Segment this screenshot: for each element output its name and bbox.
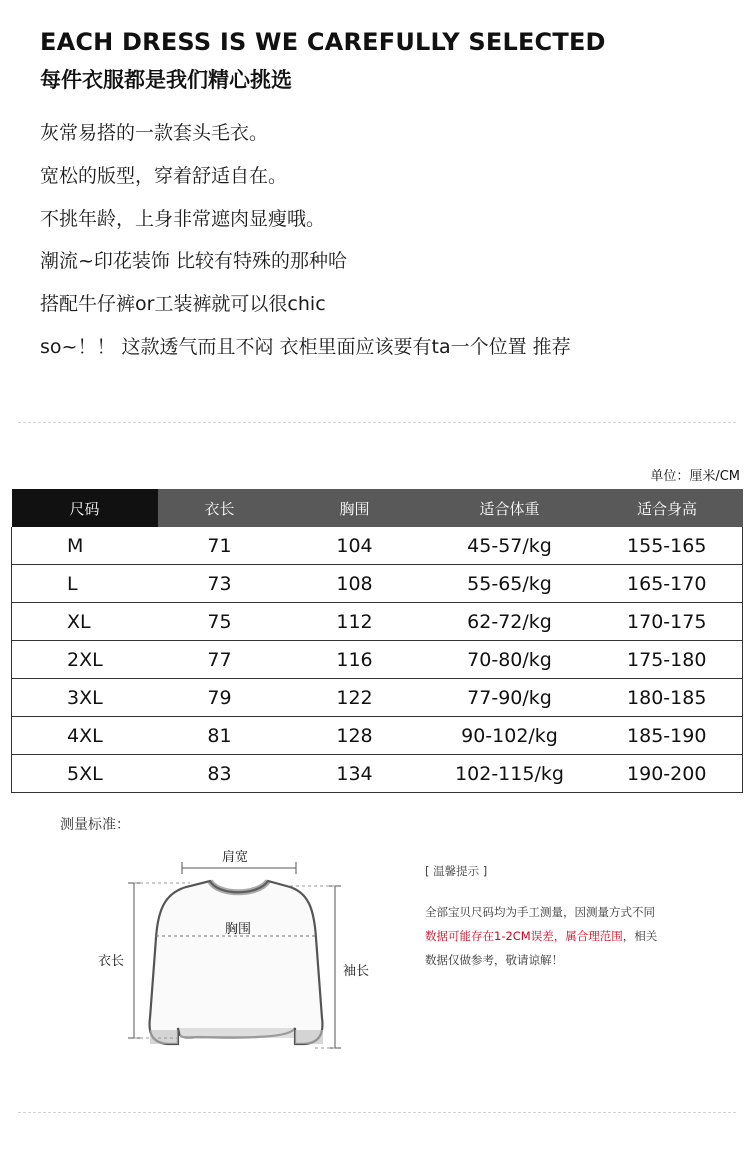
table-row [12, 717, 743, 755]
description-line: 潮流~印花装饰 比较有特殊的那种哈 [40, 250, 347, 272]
size-table-header [12, 489, 743, 527]
section-divider [18, 1112, 736, 1113]
table-row [12, 641, 743, 679]
cell-weight: 70-80/kg [428, 641, 592, 679]
cell-size: XL [12, 603, 158, 641]
table-row [12, 527, 743, 565]
cell-height: 190-200 [592, 755, 743, 793]
cell-size: 3XL [12, 679, 158, 717]
cell-length: 75 [158, 603, 282, 641]
tips-highlight: 数据可能存在1-2CM误差，属合理范围 [425, 929, 623, 943]
cell-length: 83 [158, 755, 282, 793]
sleeve-label: 袖长 [343, 964, 370, 979]
sweater-outline [150, 881, 323, 1044]
header-weight: 适合体重 [428, 489, 592, 527]
title-english: EACH DRESS IS WE CAREFULLY SELECTED [40, 28, 606, 56]
header-length: 衣长 [158, 489, 282, 527]
cell-height: 165-170 [592, 565, 743, 603]
sweater-hem [180, 1028, 294, 1038]
section-divider [18, 422, 736, 423]
tips-line-rest: ，相关 [622, 929, 658, 943]
cell-height: 170-175 [592, 603, 743, 641]
description-line: 不挑年龄，上身非常遮肉显瘦哦。 [40, 208, 326, 230]
cell-length: 77 [158, 641, 282, 679]
header-chest: 胸围 [282, 489, 428, 527]
cell-chest: 116 [282, 641, 428, 679]
cell-height: 155-165 [592, 527, 743, 565]
title-chinese: 每件衣服都是我们精心挑选 [40, 68, 292, 92]
cell-size: L [12, 565, 158, 603]
cell-chest: 128 [282, 717, 428, 755]
cell-size: M [12, 527, 158, 565]
header-height: 适合身高 [592, 489, 743, 527]
cell-chest: 122 [282, 679, 428, 717]
size-table [11, 489, 743, 793]
table-row [12, 565, 743, 603]
cell-length: 81 [158, 717, 282, 755]
description-line: so~！！ 这款透气而且不闷 衣柜里面应该要有ta一个位置 推荐 [40, 336, 571, 358]
cell-weight: 90-102/kg [428, 717, 592, 755]
cell-weight: 77-90/kg [428, 679, 592, 717]
unit-label: 单位：厘米/CM [650, 469, 740, 484]
cell-size: 4XL [12, 717, 158, 755]
tips-line: 数据仅做参考，敬请谅解！ [425, 953, 563, 967]
header-size: 尺码 [12, 489, 158, 527]
cell-size: 2XL [12, 641, 158, 679]
cell-size: 5XL [12, 755, 158, 793]
tips-title: [ 温馨提示 ] [425, 864, 488, 878]
table-row [12, 679, 743, 717]
table-row [12, 603, 743, 641]
cell-weight: 102-115/kg [428, 755, 592, 793]
sweater-left-cuff [150, 1030, 178, 1044]
sweater-diagram [90, 838, 390, 1063]
chest-label: 胸围 [225, 922, 252, 937]
description-line: 搭配牛仔裤or工装裤就可以很chic [40, 293, 326, 315]
cell-length: 71 [158, 527, 282, 565]
cell-chest: 112 [282, 603, 428, 641]
tips-line [425, 928, 657, 944]
cell-chest: 134 [282, 755, 428, 793]
cell-chest: 104 [282, 527, 428, 565]
cell-height: 175-180 [592, 641, 743, 679]
table-row [12, 755, 743, 793]
cell-length: 73 [158, 565, 282, 603]
cell-height: 180-185 [592, 679, 743, 717]
description-line: 灰常易搭的一款套头毛衣。 [40, 122, 269, 144]
length-label: 衣长 [98, 954, 125, 969]
sweater-right-cuff [295, 1030, 323, 1044]
cell-weight: 55-65/kg [428, 565, 592, 603]
shoulder-label: 肩宽 [222, 850, 249, 865]
measurement-title: 测量标准： [60, 817, 130, 833]
cell-height: 185-190 [592, 717, 743, 755]
cell-chest: 108 [282, 565, 428, 603]
tips-line: 全部宝贝尺码均为手工测量，因测量方式不同 [425, 905, 655, 919]
cell-length: 79 [158, 679, 282, 717]
description-line: 宽松的版型，穿着舒适自在。 [40, 165, 288, 187]
sweater-collar [210, 881, 268, 892]
cell-weight: 45-57/kg [428, 527, 592, 565]
cell-weight: 62-72/kg [428, 603, 592, 641]
